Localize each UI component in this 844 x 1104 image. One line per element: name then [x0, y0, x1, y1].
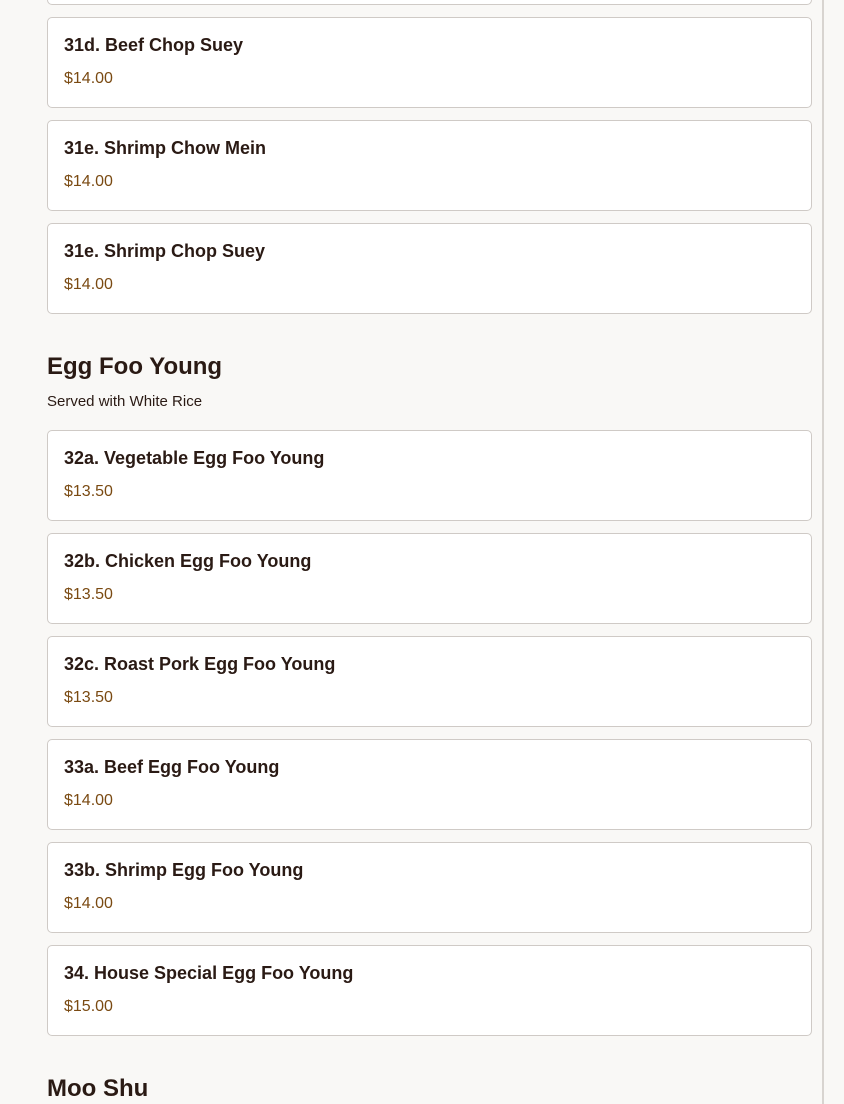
menu-item-price: $14.00 — [64, 276, 113, 293]
menu-item-price: $14.00 — [64, 70, 113, 87]
menu-item-name: 32c. Roast Pork Egg Foo Young — [64, 654, 336, 674]
menu-item-name: 32b. Chicken Egg Foo Young — [64, 551, 312, 571]
menu-item-price: $14.00 — [64, 792, 113, 809]
scrollbar-track[interactable] — [822, 0, 824, 1104]
menu-item-card[interactable] — [47, 0, 812, 5]
menu-item-name: 32a. Vegetable Egg Foo Young — [64, 448, 325, 468]
section-description: Served with White Rice — [47, 393, 203, 410]
menu-item-price: $14.00 — [64, 173, 113, 190]
menu-item-price: $14.00 — [64, 895, 113, 912]
menu-item-card[interactable] — [47, 223, 812, 314]
menu-item-card[interactable] — [47, 533, 812, 624]
section-title-moo-shu: Moo Shu — [47, 1075, 149, 1102]
section-title-egg-foo-young: Egg Foo Young — [47, 353, 223, 380]
menu-item-card[interactable] — [47, 945, 812, 1036]
menu-item-name: 31e. Shrimp Chop Suey — [64, 241, 266, 261]
menu-item-price: $13.50 — [64, 586, 113, 603]
menu-item-card[interactable] — [47, 430, 812, 521]
menu-item-card[interactable] — [47, 17, 812, 108]
menu-item-card[interactable] — [47, 120, 812, 211]
menu-item-name: 33b. Shrimp Egg Foo Young — [64, 860, 304, 880]
menu-item-card[interactable] — [47, 636, 812, 727]
menu-item-name: 33a. Beef Egg Foo Young — [64, 757, 280, 777]
menu-item-name: 34. House Special Egg Foo Young — [64, 963, 354, 983]
menu-item-card[interactable] — [47, 739, 812, 830]
menu-item-name: 31e. Shrimp Chow Mein — [64, 138, 267, 158]
menu-item-price: $13.50 — [64, 689, 113, 706]
menu-item-price: $13.50 — [64, 483, 113, 500]
menu-item-name: 31d. Beef Chop Suey — [64, 35, 244, 55]
menu-item-price: $15.00 — [64, 998, 113, 1015]
menu-item-card[interactable] — [47, 842, 812, 933]
